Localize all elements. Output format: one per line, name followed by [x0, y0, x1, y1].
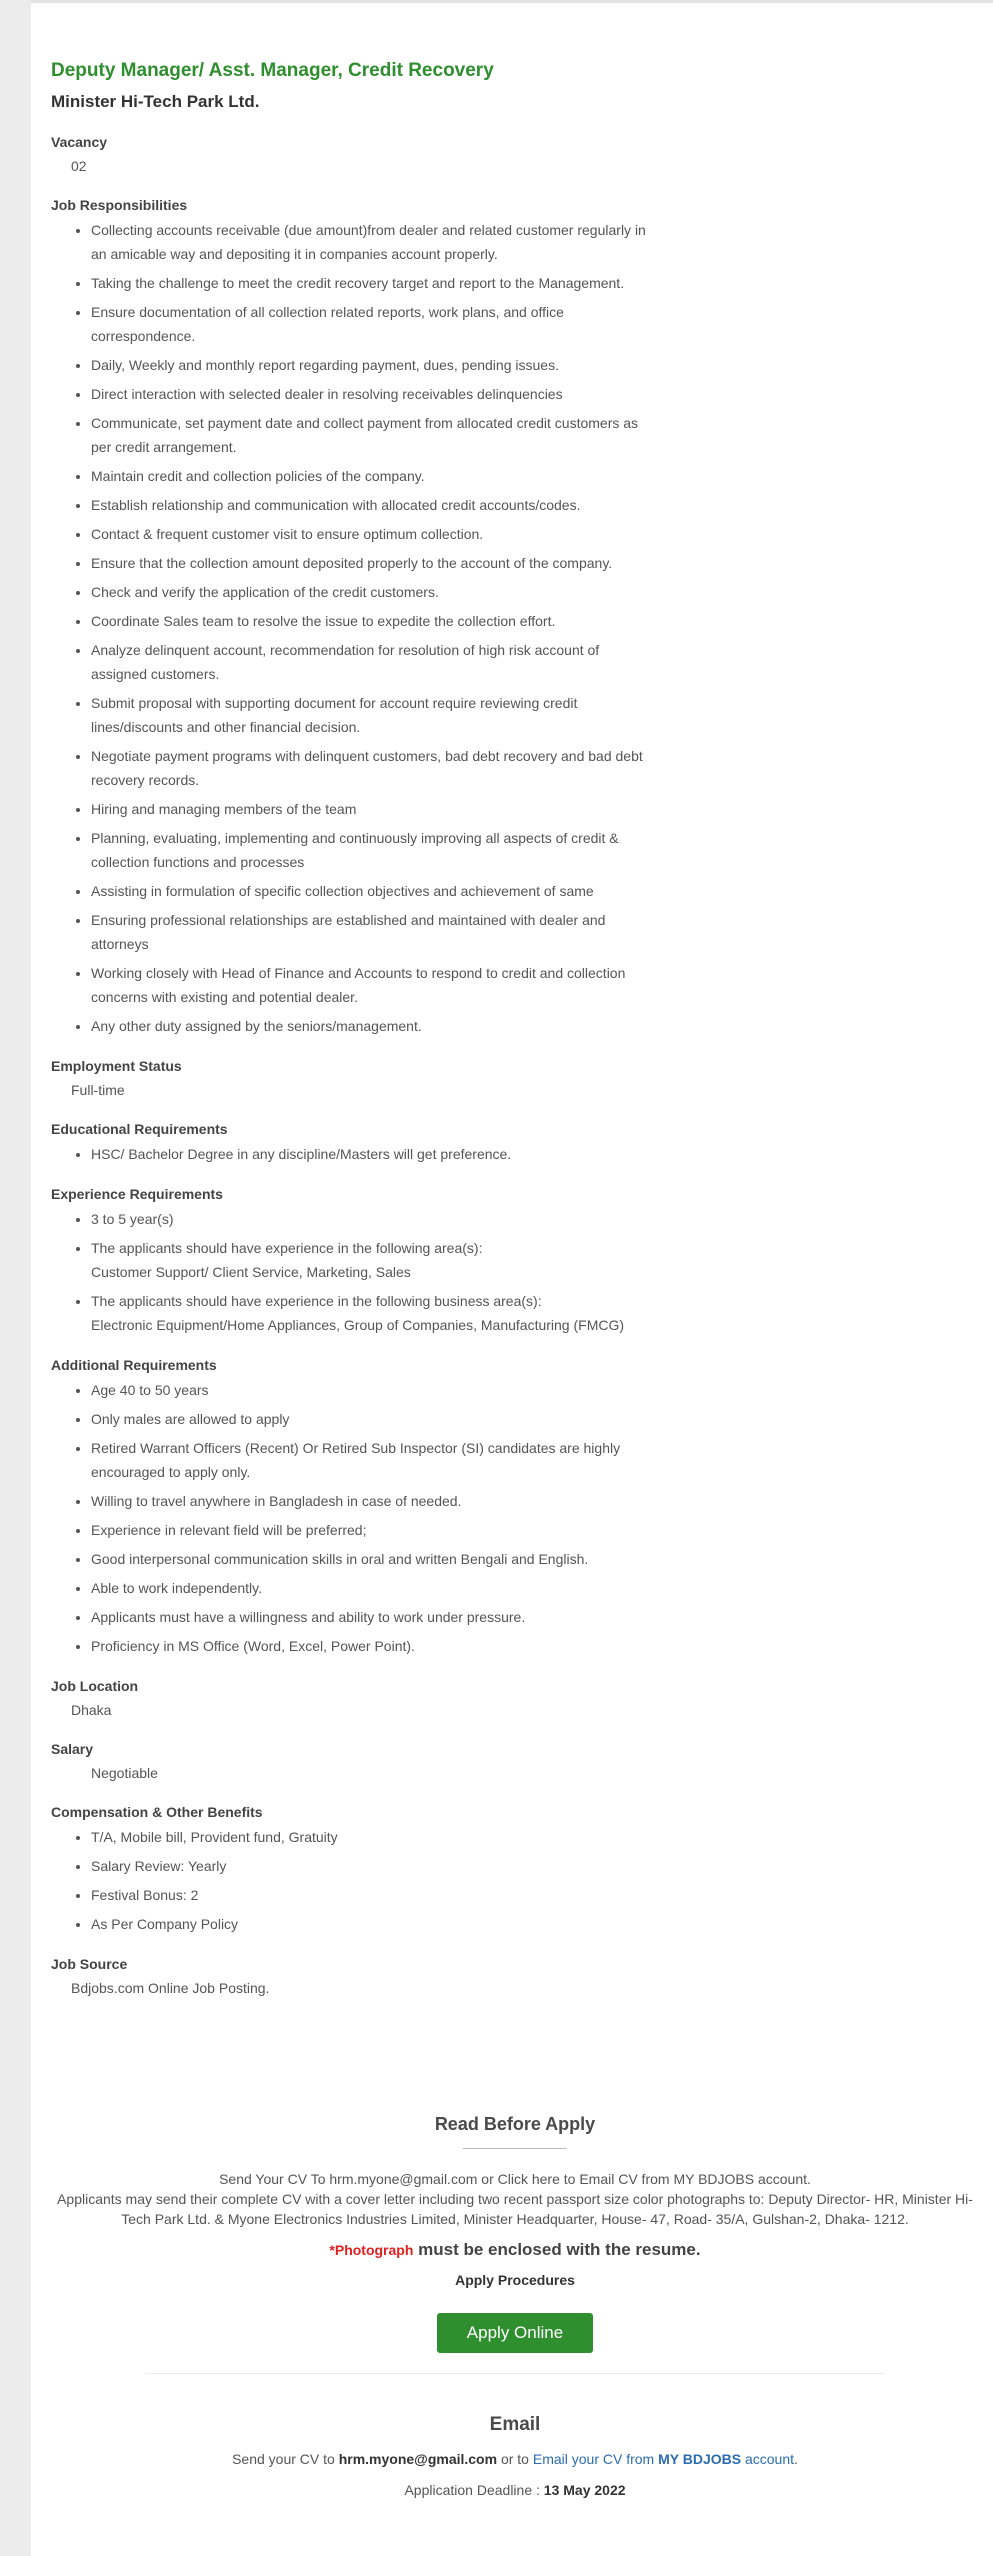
- left-gutter: [0, 0, 31, 2556]
- responsibilities-section: [51, 195, 651, 1038]
- email-cv-link[interactable]: [533, 2451, 794, 2467]
- list-item: • Working closely with Head of Finance and Accounts to respond to credit and collection concerns with existing and potential dealer.: [91, 961, 651, 1009]
- divider: [145, 2373, 885, 2374]
- application-detail: Applicants may send their complete CV with a cover letter including two recent passport size color photographs to: Deputy Director- HR, Minister Hi-Tech Park Ltd. & Myone Electronics Industries Limited, Minister Headquarter, House- 47, Road- 35/A, Gulshan-2, Dhaka- 1212.: [57, 2191, 973, 2227]
- photograph-label: *Photograph: [329, 2242, 414, 2258]
- list-item: • Daily, Weekly and monthly report regarding payment, dues, pending issues.: [91, 353, 651, 377]
- additional-heading: Additional Requirements: [51, 1357, 217, 1373]
- apply-online-button[interactable]: Apply Online: [437, 2313, 593, 2353]
- vacancy-value: 02: [71, 158, 87, 174]
- list-item: • Hiring and managing members of the team: [91, 797, 651, 821]
- list-item: • Festival Bonus: 2: [91, 1883, 651, 1907]
- application-deadline: [51, 2482, 979, 2498]
- list-item: • Ensure that the collection amount deposited properly to the account of the company.: [91, 551, 651, 575]
- list-item: • Applicants must have a willingness and ability to work under pressure.: [91, 1605, 651, 1629]
- email-middle: or to: [497, 2451, 533, 2467]
- list-item: • Only males are allowed to apply: [91, 1407, 651, 1431]
- source-section: [51, 1954, 651, 1999]
- top-border: [31, 0, 993, 3]
- job-title: Deputy Manager/ Asst. Manager, Credit Recovery: [51, 60, 494, 81]
- list-item: • T/A, Mobile bill, Provident fund, Gratuity: [91, 1825, 651, 1849]
- list-item: • Able to work independently.: [91, 1576, 651, 1600]
- list-item: • 3 to 5 year(s): [91, 1207, 651, 1231]
- photograph-note: [51, 2238, 979, 2262]
- read-before-apply-heading: Read Before Apply: [434, 2114, 596, 2134]
- divider: [463, 2148, 567, 2149]
- my-bdjobs-label: MY BDJOBS: [658, 2451, 742, 2467]
- source-heading: Job Source: [51, 1956, 128, 1972]
- list-item: • Salary Review: Yearly: [91, 1854, 651, 1878]
- list-item: • Retired Warrant Officers (Recent) Or Retired Sub Inspector (SI) candidates are highly encouraged to apply only.: [91, 1436, 651, 1484]
- list-item: [91, 1289, 651, 1337]
- experience-heading: Experience Requirements: [51, 1186, 223, 1202]
- list-item: • Any other duty assigned by the seniors/management.: [91, 1014, 651, 1038]
- responsibilities-heading: Job Responsibilities: [51, 197, 188, 213]
- vacancy-section: [51, 132, 651, 177]
- email-link-prefix: Email your CV from: [532, 2451, 659, 2467]
- vacancy-heading: Vacancy: [51, 134, 108, 150]
- employment-section: [51, 1056, 651, 1101]
- list-item: • Willing to travel anywhere in Bangladesh in case of needed.: [91, 1489, 651, 1513]
- list-item: • As Per Company Policy: [91, 1912, 651, 1936]
- email-address: hrm.myone@gmail.com: [338, 2451, 498, 2467]
- job-details: [51, 58, 651, 1999]
- benefits-list: [51, 1825, 651, 1936]
- list-item: • Ensuring professional relationships are established and maintained with dealer and attorneys: [91, 908, 651, 956]
- list-item: • Good interpersonal communication skills in oral and written Bengali and English.: [91, 1547, 651, 1571]
- location-section: [51, 1676, 651, 1721]
- salary-value: Negotiable: [91, 1765, 158, 1781]
- list-item: • Negotiate payment programs with delinquent customers, bad debt recovery and bad debt recovery records.: [91, 744, 651, 792]
- location-heading: Job Location: [51, 1678, 139, 1694]
- list-item: • Direct interaction with selected dealer in resolving receivables delinquencies: [91, 382, 651, 406]
- apply-instructions: [51, 2169, 979, 2229]
- list-item: • Contact & frequent customer visit to ensure optimum collection.: [91, 522, 651, 546]
- email-link-suffix: account: [741, 2451, 795, 2467]
- company-name: Minister Hi-Tech Park Ltd.: [51, 92, 260, 111]
- education-section: [51, 1119, 651, 1166]
- send-cv-line: Send Your CV To hrm.myone@gmail.com or Click here to Email CV from MY BDJOBS account.: [219, 2171, 811, 2187]
- employment-value: Full-time: [71, 1082, 125, 1098]
- experience-areas: Customer Support/ Client Service, Marketing, Sales: [91, 1264, 411, 1280]
- employment-heading: Employment Status: [51, 1058, 182, 1074]
- responsibilities-list: [51, 218, 651, 1038]
- list-item: • Collecting accounts receivable (due amount)from dealer and related customer regularly in an amicable way and depositing it in companies account properly.: [91, 218, 651, 266]
- list-item: • Experience in relevant field will be preferred;: [91, 1518, 651, 1542]
- additional-section: [51, 1355, 651, 1658]
- benefits-section: [51, 1802, 651, 1936]
- location-value: Dhaka: [71, 1702, 112, 1718]
- email-heading: Email: [489, 2414, 541, 2435]
- experience-section: [51, 1184, 651, 1337]
- additional-list: [51, 1378, 651, 1658]
- list-item: • Analyze delinquent account, recommendation for resolution of high risk account of assigned customers.: [91, 638, 651, 686]
- list-item: [91, 1236, 651, 1284]
- email-instructions: [51, 2449, 979, 2469]
- list-item: • Coordinate Sales team to resolve the issue to expedite the collection effort.: [91, 609, 651, 633]
- list-item: • Taking the challenge to meet the credit recovery target and report to the Management.: [91, 271, 651, 295]
- list-item: • Age 40 to 50 years: [91, 1378, 651, 1402]
- source-value: Bdjobs.com Online Job Posting.: [71, 1980, 270, 1996]
- experience-list: [51, 1207, 651, 1337]
- list-item: • Establish relationship and communication with allocated credit accounts/codes.: [91, 493, 651, 517]
- list-item: • Submit proposal with supporting document for account require reviewing credit lines/discounts and other financial decision.: [91, 691, 651, 739]
- education-list: [51, 1142, 651, 1166]
- apply-procedures-heading: Apply Procedures: [455, 2272, 575, 2288]
- education-heading: Educational Requirements: [51, 1121, 228, 1137]
- salary-section: [51, 1739, 651, 1784]
- list-item: • Proficiency in MS Office (Word, Excel, Power Point).: [91, 1634, 651, 1658]
- experience-area-intro: The applicants should have experience in the following area(s):: [91, 1240, 483, 1256]
- benefits-heading: Compensation & Other Benefits: [51, 1804, 263, 1820]
- business-areas: Electronic Equipment/Home Appliances, Group of Companies, Manufacturing (FMCG): [91, 1317, 625, 1333]
- apply-footer: [51, 2112, 979, 2498]
- list-item: • Communicate, set payment date and collect payment from allocated credit customers as per credit arrangement.: [91, 411, 651, 459]
- list-item: • Maintain credit and collection policies of the company.: [91, 464, 651, 488]
- list-item: • Assisting in formulation of specific collection objectives and achievement of same: [91, 879, 651, 903]
- deadline-date: 13 May 2022: [543, 2482, 626, 2498]
- list-item: • HSC/ Bachelor Degree in any discipline/Masters will get preference.: [91, 1142, 651, 1166]
- deadline-label: Application Deadline :: [404, 2482, 544, 2498]
- photograph-note-text: must be enclosed with the resume.: [413, 2240, 701, 2259]
- email-prefix: Send your CV to: [232, 2451, 339, 2467]
- list-item: • Planning, evaluating, implementing and continuously improving all aspects of credit & collection functions and processes: [91, 826, 651, 874]
- list-item: • Ensure documentation of all collection related reports, work plans, and office correspondence.: [91, 300, 651, 348]
- email-end: .: [794, 2451, 798, 2467]
- salary-heading: Salary: [51, 1741, 94, 1757]
- business-area-intro: The applicants should have experience in the following business area(s):: [91, 1293, 542, 1309]
- list-item: • Check and verify the application of the credit customers.: [91, 580, 651, 604]
